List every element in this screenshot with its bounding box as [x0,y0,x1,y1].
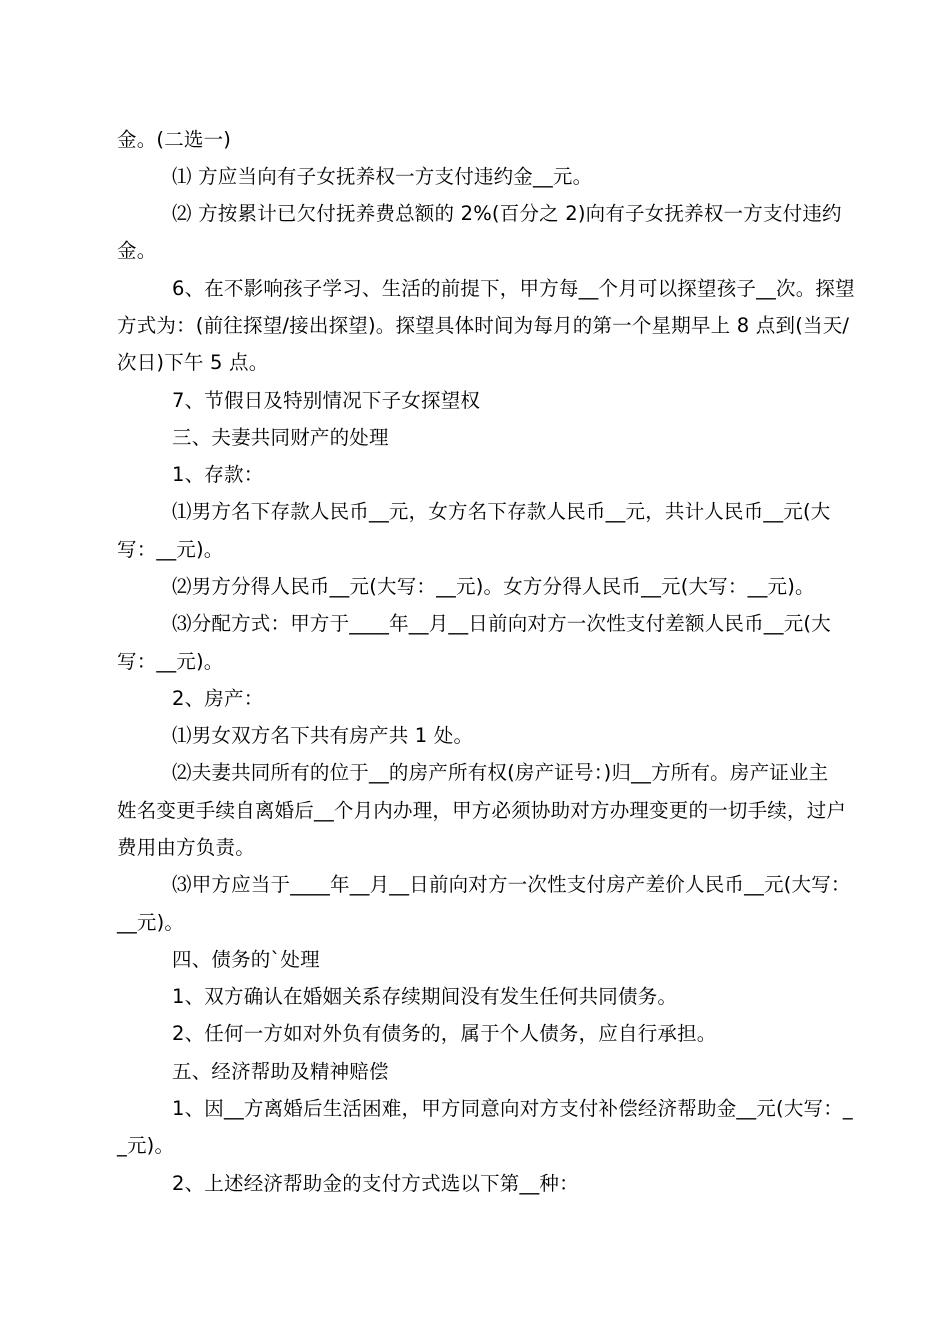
text-line: 金。(二选一) [117,128,232,151]
text-line: _元)。 [117,1134,175,1157]
text-line: 次日)下午 5 点。 [117,351,269,374]
text-line: 写：__元)。 [117,650,224,673]
text-line: __元)。 [117,911,185,934]
text-line: ⑶甲方应当于____年__月__日前向对方一次性支付房产差价人民币__元(大写： [172,873,851,896]
text-line: 6、在不影响孩子学习、生活的前提下，甲方每__个月可以探望孩子__次。探望 [172,277,855,300]
text-line: 1、存款： [172,463,264,486]
text-line: ⑴ 方应当向有子女抚养权一方支付违约金__元。 [172,165,593,188]
text-line: ⑴男女双方名下共有房产共 1 处。 [172,724,474,747]
text-line: 2、房产： [172,687,264,710]
section-heading: 三、夫妻共同财产的处理 [172,426,389,449]
text-line: 写：__元)。 [117,538,224,561]
section-heading: 五、经济帮助及精神赔偿 [172,1060,389,1083]
text-line: ⑵夫妻共同所有的位于__的房产所有权(房产证号：)归__方所有。房产证业主 [172,761,829,784]
text-line: ⑶分配方式：甲方于____年__月__日前向对方一次性支付差额人民币__元(大 [172,612,831,635]
text-line: 姓名变更手续自离婚后__个月内办理，甲方必须协助对方办理变更的一切手续，过户 [117,799,847,822]
text-line: 方式为：(前往探望/接出探望)。探望具体时间为每月的第一个星期早上 8 点到(当天/ [117,314,850,337]
text-line: ⑴男方名下存款人民币__元，女方名下存款人民币__元，共计人民币__元(大 [172,500,831,523]
text-line: 7、节假日及特别情况下子女探望权 [172,389,481,412]
text-line: ⑵ 方按累计已欠付抚养费总额的 2%(百分之 2)向有子女抚养权一方支付违约 [172,202,842,225]
text-line: 1、因__方离婚后生活困难，甲方同意向对方支付补偿经济帮助金__元(大写：_ [172,1097,853,1120]
section-heading: 四、债务的`处理 [172,948,320,971]
text-line: 金。 [117,239,157,262]
text-line: 费用由方负责。 [117,836,255,859]
text-line: 2、任何一方如对外负有债务的，属于个人债务，应自行承担。 [172,1022,717,1045]
text-line: ⑵男方分得人民币__元(大写：__元)。女方分得人民币__元(大写：__元)。 [172,575,815,598]
text-line: 2、上述经济帮助金的支付方式选以下第__种： [172,1172,579,1195]
text-line: 1、双方确认在婚姻关系存续期间没有发生任何共同债务。 [172,985,678,1008]
